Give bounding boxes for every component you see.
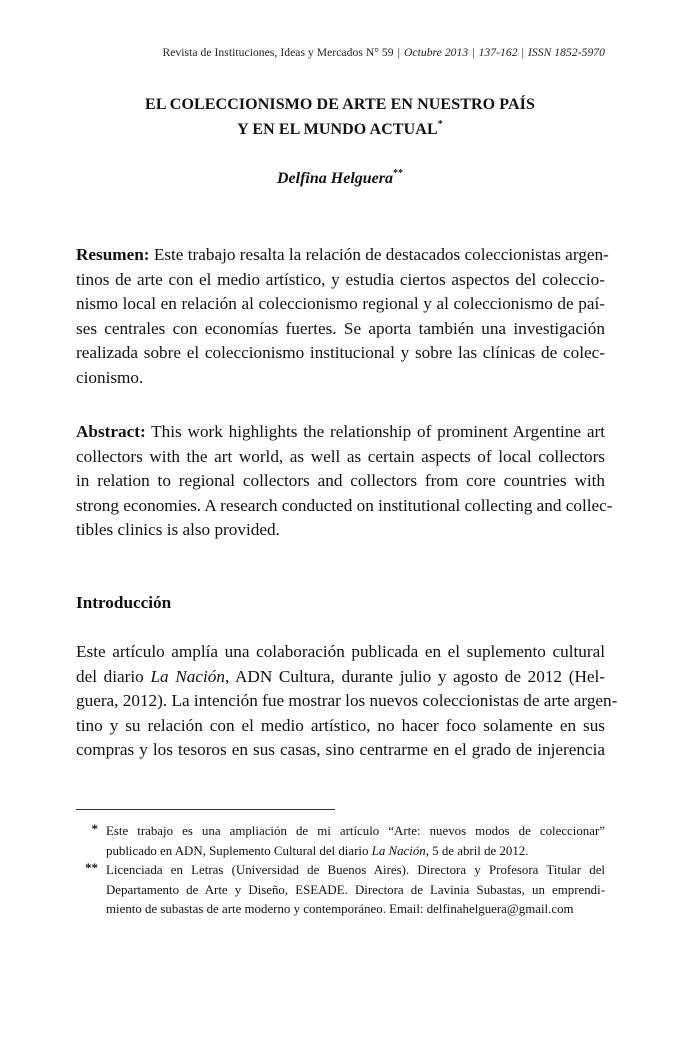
author-name: Delfina Helguera xyxy=(277,170,393,187)
footnote-line xyxy=(106,842,605,862)
intro-text: guera, 2012). La intención fue mostrar los nuevos coleccionistas de arte argen- xyxy=(76,691,618,710)
resumen-line: tinos de arte con el medio artístico, y estudia ciertos aspectos del coleccio- xyxy=(76,269,605,289)
footnote-text: miento de subastas de arte moderno y contemporáneo. Email: delfinahelguera@gmail.com xyxy=(106,902,574,917)
section-heading-introduccion: Introducción xyxy=(76,593,172,612)
resumen-line: nismo local en relación al coleccionismo regional y al coleccionismo de paí- xyxy=(76,294,605,313)
intro-line xyxy=(76,640,605,665)
newspaper-title: La Nación xyxy=(150,666,225,686)
intro-text: , ADN Cultura, durante julio y agosto de 2012 (Hel- xyxy=(224,666,605,686)
separator: | xyxy=(397,46,400,59)
resumen-line: realizada sobre el coleccionismo institucional y sobre las clínicas de colec- xyxy=(76,343,605,362)
abstract-paragraph xyxy=(76,420,613,543)
resumen-paragraph xyxy=(76,243,609,390)
footnote-1 xyxy=(76,822,605,861)
newspaper-title: La Nación xyxy=(371,843,426,858)
abstract-line: tibles clinics is also provided. xyxy=(76,520,280,539)
footnotes xyxy=(76,822,605,920)
intro-line xyxy=(76,689,618,714)
page-range: 137-162 xyxy=(478,46,518,59)
abstract-line: collectors with the art world, as well as certain aspects of local collectors xyxy=(76,446,605,466)
resumen-label: Resumen: xyxy=(76,245,150,264)
intro-text: del diario xyxy=(76,666,151,686)
resumen-line: ses centrales con economías fuertes. Se aporta también una investigación xyxy=(76,318,605,338)
intro-line xyxy=(76,738,605,763)
article-title xyxy=(0,92,680,142)
resumen-text: Este trabajo resalta la relación de destacados coleccionistas argen- xyxy=(149,245,609,264)
resumen-line: cionismo. xyxy=(76,367,144,387)
intro-line xyxy=(76,714,605,739)
footnote-mark: * xyxy=(91,822,98,836)
footnote-text: Licenciada en Letras (Universidad de Buenos Aires). Directora y Profesora Titular del xyxy=(106,863,605,878)
separator: | xyxy=(521,46,524,59)
introduccion-paragraph xyxy=(76,640,618,763)
footnote-text: Departamento de Arte y Diseño, ESEADE. Directora de Lavinia Subastas, un emprendi- xyxy=(106,882,605,897)
abstract-line: strong economies. A research conducted on institutional collecting and collec- xyxy=(76,495,613,515)
journal-name: Revista de Instituciones, Ideas y Mercados N° 59 xyxy=(162,46,394,59)
author-footnote-mark[interactable]: ** xyxy=(393,168,403,179)
intro-text: compras y los tesoros en sus casas, sino centrarme en el grado de injerencia xyxy=(76,740,605,759)
intro-text: Este artículo amplía una colaboración publicada en el suplemento cultural xyxy=(76,642,605,661)
author xyxy=(0,170,680,188)
abstract-line xyxy=(76,420,605,445)
running-head xyxy=(162,46,605,59)
resumen-line xyxy=(76,243,609,268)
separator: | xyxy=(472,46,475,59)
abstract-text: This work highlights the relationship of prominent Argentine art xyxy=(145,422,605,441)
intro-line xyxy=(76,665,605,690)
abstract-label: Abstract: xyxy=(76,422,146,441)
abstract-line: in relation to regional collectors and collectors from core countries with xyxy=(76,471,605,490)
footnote-line xyxy=(106,881,605,901)
issn: ISSN 1852-5970 xyxy=(527,46,605,59)
title-footnote-mark[interactable]: * xyxy=(437,119,443,130)
intro-text: tino y su relación con el medio artístico, no hacer foco solamente en sus xyxy=(76,715,605,735)
title-line-2-text: Y EN EL MUNDO ACTUAL xyxy=(237,121,438,138)
footnote-2 xyxy=(76,861,605,920)
footnote-text: , 5 de abril de 2012. xyxy=(425,843,529,858)
footnote-text: Este trabajo es una ampliación de mi artículo “Arte: nuevos modos de coleccionar” xyxy=(106,824,605,838)
footnote-mark: ** xyxy=(85,861,98,876)
issue-date: Octubre 2013 xyxy=(403,46,469,59)
footnote-divider xyxy=(76,809,335,810)
title-line-1: EL COLECCIONISMO DE ARTE EN NUESTRO PAÍS xyxy=(145,96,535,113)
title-line-2 xyxy=(0,117,680,142)
footnote-line xyxy=(106,822,605,842)
footnote-line xyxy=(106,861,605,881)
footnote-text: publicado en ADN, Suplemento Cultural del diario xyxy=(106,843,372,858)
footnote-line xyxy=(106,900,605,920)
